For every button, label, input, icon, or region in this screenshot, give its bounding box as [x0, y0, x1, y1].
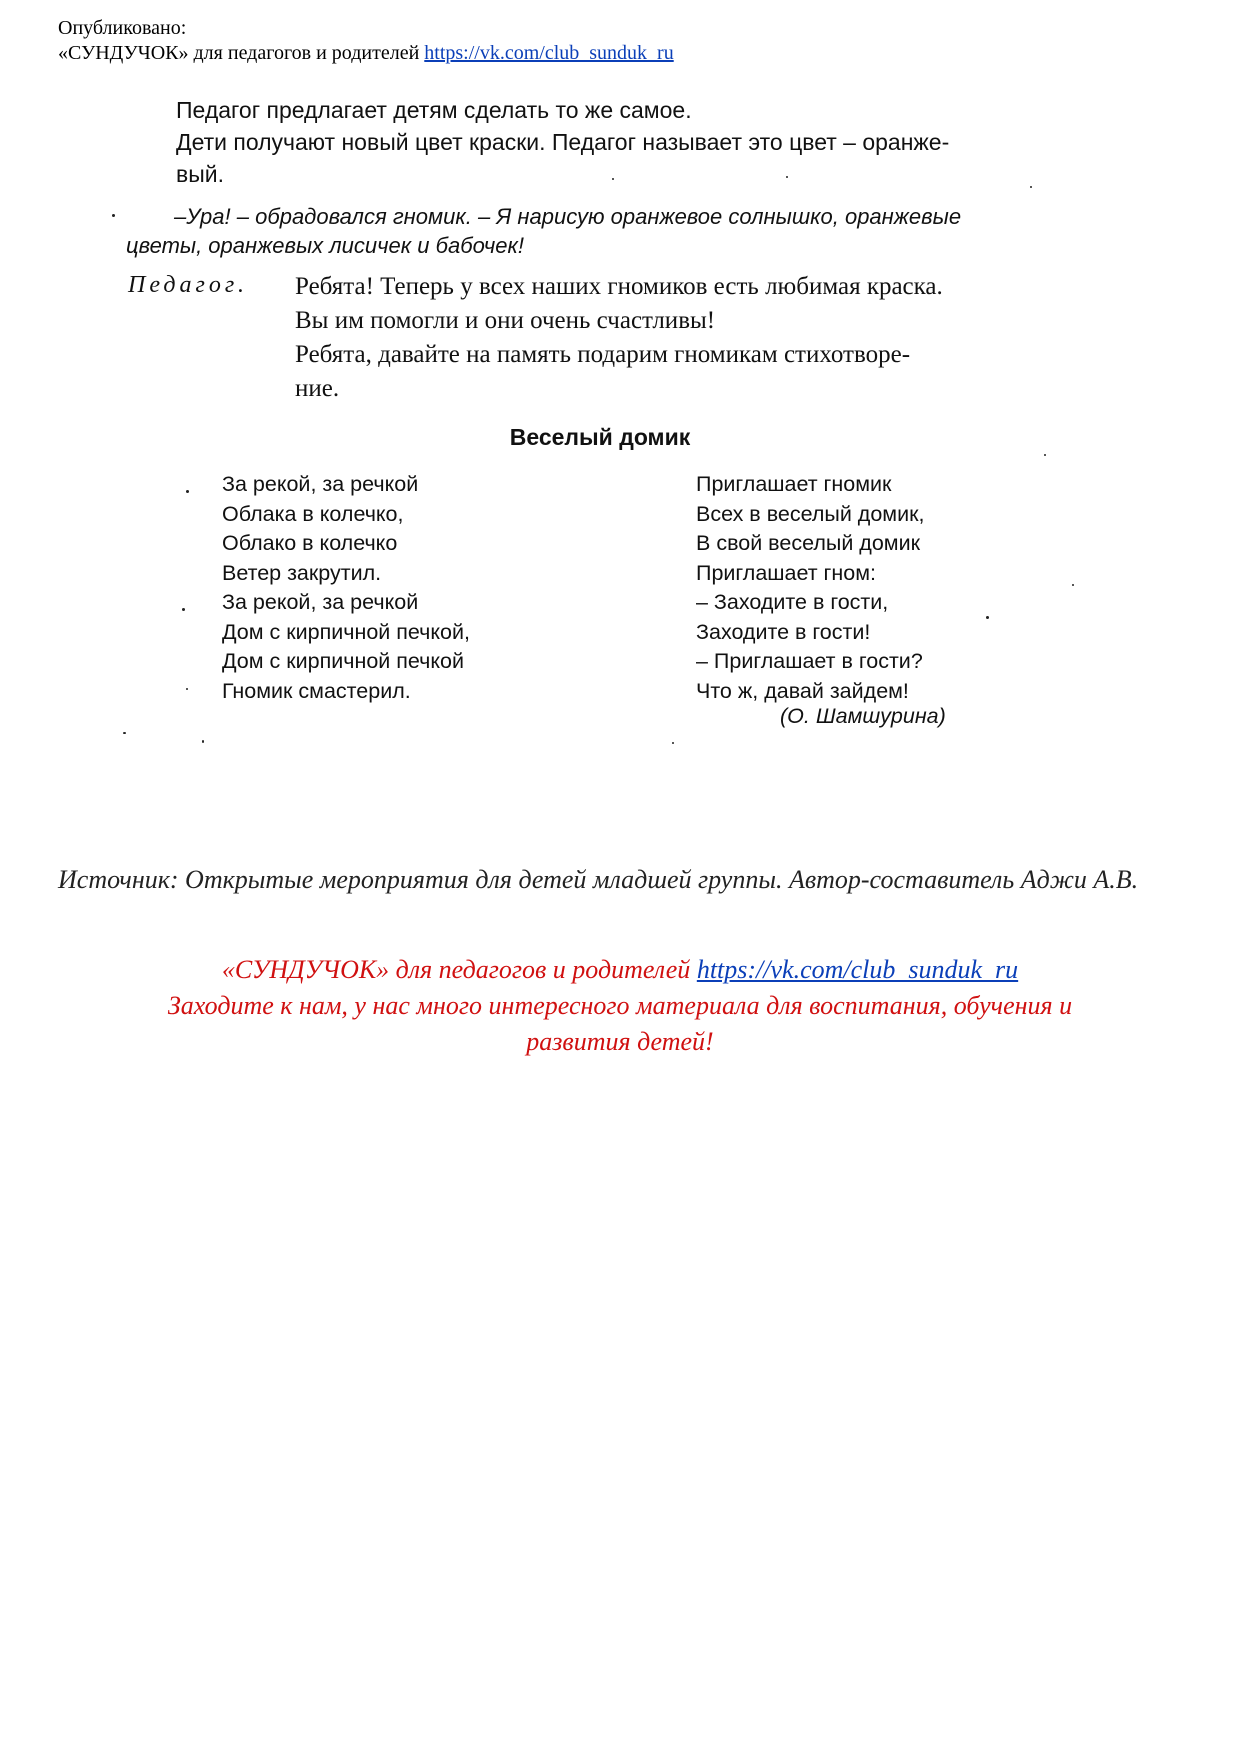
poem-line: Гномик смастерил. [222, 678, 411, 703]
text-line: Вы им помогли и они очень счастливы! [295, 307, 716, 334]
header-club-line [58, 41, 1158, 66]
poem-line: Дом с кирпичной печкой [222, 649, 464, 673]
poem-line: Всех в веселый домик, [696, 501, 925, 526]
publication-header [58, 16, 1158, 66]
text-line: –Ура! – обрадовался гномик. – Я нарисую оранжевое солнышко, оранжевые [174, 204, 962, 229]
scan-speck [986, 616, 989, 619]
poem-title: Веселый домик [509, 424, 691, 450]
poem-line: Облако в колечко [222, 531, 398, 555]
scan-speck [672, 742, 674, 744]
teacher-label: Педагог. [128, 272, 248, 298]
footer-invite-line-end: развития детей! [526, 1027, 714, 1056]
text-line: Ребята! Теперь у всех наших гномиков есть любимая краска. [295, 273, 943, 300]
footer-club-name: «СУНДУЧОК» для педагогов и родителей [221, 955, 691, 984]
scan-speck [202, 740, 204, 743]
scan-speck [786, 176, 788, 178]
source-note: Источник: Открытые мероприятия для детей младшей группы. Автор-составитель Аджи А.В. [58, 865, 1139, 894]
footer-invite-line: Заходите к нам, у нас много интересного материала для воспитания, обучения и [167, 991, 1073, 1020]
paragraph-teacher-offer [176, 94, 1086, 190]
header-club-link[interactable]: https://vk.com/club_sunduk_ru [424, 42, 674, 64]
poem-line: Заходите в гости! [696, 619, 871, 644]
scan-speck [1030, 186, 1032, 188]
scan-speck [186, 490, 189, 493]
text-line: Ребята, давайте на память подарим гномикам стихотворе- [295, 341, 911, 368]
text-line: вый. [176, 161, 224, 187]
header-club-name: «СУНДУЧОК» для педагогов и родителей [58, 42, 420, 64]
text-line: цветы, оранжевых лисичек и бабочек! [126, 233, 524, 258]
text-line: Педагог предлагает детям сделать то же самое. [176, 97, 692, 123]
text-line: Дети получают новый цвет краски. Педагог называет это цвет – оранже- [176, 129, 950, 155]
poem-line: В свой веселый домик [696, 531, 920, 555]
footer-club-link[interactable]: https://vk.com/club_sunduk_ru [696, 955, 1019, 984]
scan-speck [182, 608, 185, 611]
scan-speck [612, 178, 614, 180]
teacher-speech [295, 270, 1095, 406]
poem-author: (О. Шамшурина) [780, 704, 946, 728]
poem-line: Ветер закрутил. [222, 560, 382, 585]
poem-line: За рекой, за речкой [222, 590, 419, 614]
poem-line: Что ж, давай зайдем! [696, 678, 909, 703]
footer-club-line [60, 952, 1180, 988]
scan-speck [1072, 584, 1074, 586]
text-line: ние. [295, 375, 340, 402]
scan-speck [1044, 454, 1046, 456]
poem-line: Облака в колечко, [222, 501, 404, 526]
scan-speck [112, 214, 115, 217]
poem-right-column [696, 470, 1026, 706]
published-label: Опубликовано: [58, 17, 187, 39]
paragraph-gnome-speech [126, 202, 1086, 260]
scan-speck [186, 688, 188, 690]
scan-speck [123, 732, 126, 734]
poem-left-column [222, 470, 552, 706]
poem-line: – Заходите в гости, [696, 590, 889, 614]
poem-line: Дом с кирпичной печкой, [222, 619, 470, 644]
poem-line: Приглашает гномик [696, 472, 892, 496]
poem-line: Приглашает гном: [696, 560, 876, 585]
poem-line: – Приглашает в гости? [696, 649, 923, 673]
footer-promo [60, 952, 1180, 1060]
poem-line: За рекой, за речкой [222, 472, 419, 496]
